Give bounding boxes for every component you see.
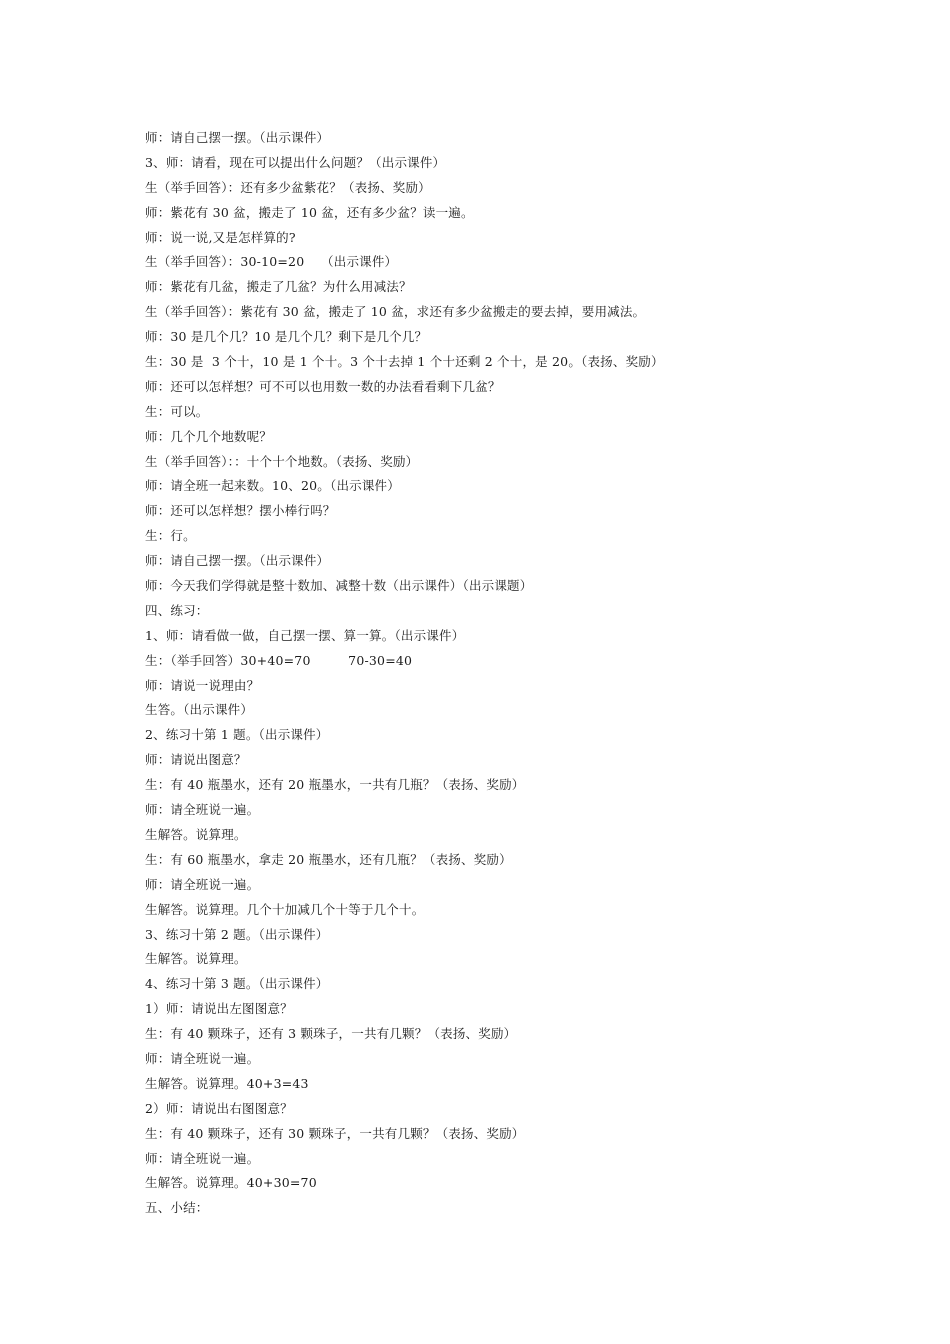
text-line: 师：请说出图意？ (145, 752, 247, 768)
text-line: 生：行。 (145, 528, 196, 544)
text-line: 师：请全班一起来数。10、20。（出示课件） (145, 478, 400, 494)
text-line: 生答。（出示课件） (145, 702, 254, 718)
text-line: 师：请全班说一遍。 (145, 802, 260, 818)
text-line: 生解答。说算理。 (145, 951, 247, 967)
text-line: 生（举手回答）：还有多少盆紫花？（表扬、奖励） (145, 179, 431, 195)
text-line: 生解答。说算理。几个十加减几个十等于几个十。 (145, 901, 425, 917)
text-line: 师：几个几个地数呢？ (145, 428, 273, 444)
text-line: 生：有 40 颗珠子，还有 30 颗珠子，一共有几颗？（表扬、奖励） (145, 1125, 525, 1141)
text-line: 生：（举手回答）30+40=70 70-30=40 (145, 652, 413, 668)
text-line: 生：有 40 颗珠子，还有 3 颗珠子，一共有几颗？（表扬、奖励） (145, 1026, 517, 1042)
text-line: 生解答。说算理。40+30=70 (145, 1175, 317, 1191)
text-line: 师：30 是几个几？10 是几个几？剩下是几个几？ (145, 329, 428, 345)
text-line: 生（举手回答）：紫花有 30 盆，搬走了 10 盆，求还有多少盆搬走的要去掉，要用减法。 (145, 304, 646, 320)
text-line: 师：还可以怎样想？摆小棒行吗？ (145, 503, 336, 519)
text-line: 师：请全班说一遍。 (145, 1150, 260, 1166)
text-line: 师：请说一说理由？ (145, 677, 260, 693)
text-line: 生（举手回答）：30-10=20 （出示课件） (145, 254, 398, 270)
text-line: 1）师：请说出左图图意？ (145, 1001, 293, 1017)
document-body (145, 126, 905, 1221)
text-line: 师：请自己摆一摆。（出示课件） (145, 553, 330, 569)
text-line: 3、师：请看，现在可以提出什么问题？（出示课件） (145, 154, 446, 170)
text-line: 四、练习： (145, 602, 209, 618)
text-line: 五、小结： (145, 1200, 209, 1216)
text-line: 生：30 是 3 个十，10 是 1 个十。3 个十去掉 1 个十还剩 2 个十，是 20。（表扬、奖励） (145, 354, 664, 370)
text-line: 生：有 40 瓶墨水，还有 20 瓶墨水，一共有几瓶？（表扬、奖励） (145, 777, 525, 793)
text-line: 师：紫花有几盆，搬走了几盆？为什么用减法？ (145, 279, 412, 295)
text-line: 生解答。说算理。 (145, 826, 247, 842)
text-line: 师：说一说,又是怎样算的? (145, 229, 296, 245)
text-line: 师：请全班说一遍。 (145, 1050, 260, 1066)
text-line: 师：紫花有 30 盆，搬走了 10 盆，还有多少盆？读一遍。 (145, 204, 474, 220)
text-line: 生解答。说算理。40+3=43 (145, 1075, 309, 1091)
text-line: 生：有 60 瓶墨水，拿走 20 瓶墨水，还有几瓶？（表扬、奖励） (145, 851, 512, 867)
text-line: 生（举手回答）：：十个十个地数。（表扬、奖励） (145, 453, 419, 469)
text-line: 生：可以。 (145, 403, 209, 419)
text-line: 4、练习十第 3 题。（出示课件） (145, 976, 329, 992)
text-line: 2、练习十第 1 题。（出示课件） (145, 727, 329, 743)
text-line: 2）师：请说出右图图意？ (145, 1100, 293, 1116)
text-line: 1、师：请看做一做，自己摆一摆、算一算。（出示课件） (145, 627, 465, 643)
text-line: 师：请自己摆一摆。（出示课件） (145, 130, 330, 145)
text-line: 师：今天我们学得就是整十数加、减整十数（出示课件）（出示课题） (145, 578, 533, 594)
text-line: 师：请全班说一遍。 (145, 876, 260, 892)
text-line: 师：还可以怎样想？可不可以也用数一数的办法看看剩下几盆？ (145, 378, 501, 394)
text-line: 3、练习十第 2 题。（出示课件） (145, 926, 329, 942)
